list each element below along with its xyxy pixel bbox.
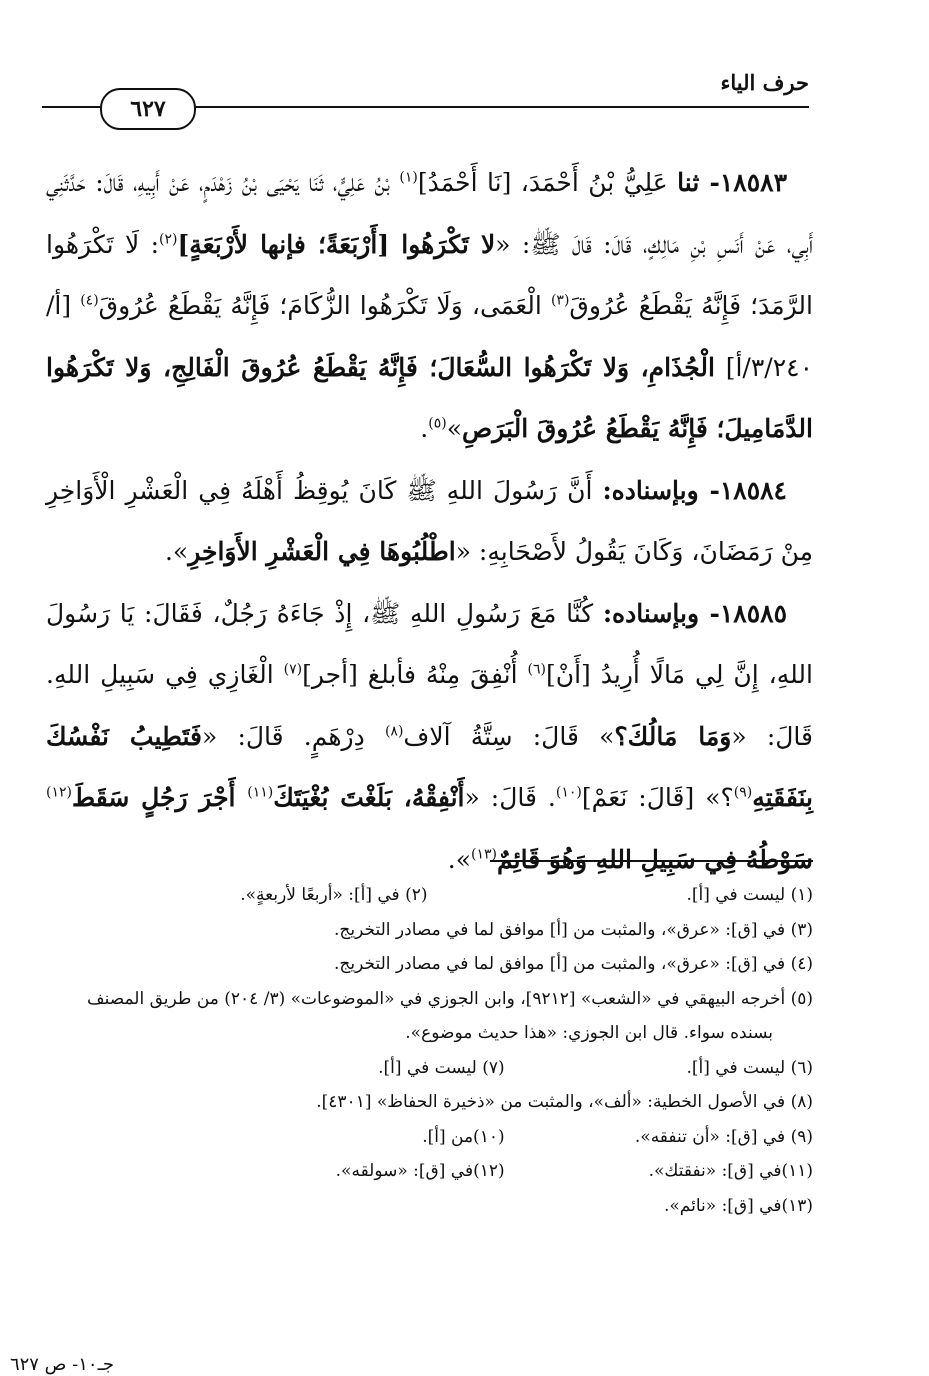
main-text [46,152,813,890]
footnote-ref: (١٣) [471,846,497,863]
hadith-18585: ١٨٥٨٥- وبإسناده: كُنَّا مَعَ رَسُولِ اللهِ ﷺ، إِذْ جَاءَهُ رَجُلٌ، فَقَالَ: يَا رَسُولَ اللهِ، إِنَّ لِي مَالًا أُرِيدُ [أَنْ]$^{(٦)}$ أُنْفِقَ مِنْهُ فأبلغ [أجر]$^{(٧)}$ الْغَازِي فِي سَبِيلِ اللهِ. قَالَ: «وَمَا مَالُكَ؟» قَالَ: سِتَّةُ آلاف$^{(٨)}$ دِرْهَمٍ. قَالَ: «فَتَطِيبُ نَفْسُكَ بِنَفَقَتِهِ$^{(٩)}$؟» [قَالَ: نَعَمْ]$^{(١٠)}$. قَالَ: «أَنْفِقْهُ، بَلَغْتَ بُغْيَتَكَ$^{(١١)}$ أَجْرَ رَجُلٍ سَقَطَ$^{(١٢)}$ سَوْطُهُ فِي سَبِيلِ اللهِ وَهُوَ قَائِمٌ$^{(١٣)}$». [46,598,813,874]
hadith-number: ١٨٥٨٣ [719,168,787,197]
footnote-2: (٢) في [أ]: «أربعًا لأربعةٍ». [240,885,428,905]
hadith-number: ١٨٥٨٤ [719,475,787,505]
footnote-1: (١) ليست في [أ]. [686,885,813,905]
footnote-ref: (١٢) [46,784,72,801]
footnote-12: (١٢)في [ق]: «سولقه». [335,1161,505,1181]
footnote-11: (١١)في [ق]: «نفقتك». [648,1161,813,1181]
footnote-10: (١٠)من [أ]. [422,1126,505,1147]
footnote-ref: (١٠) [555,784,582,801]
chain-word: وبإسناده: [602,598,700,628]
volume-page-note: جـ١٠- ص ٦٢٧ [9,1354,114,1375]
footnote-5: (٥) أخرجه البيهقي في «الشعب» [٩٢١٢]، وابن الجوزي في «الموضوعات» (٣/ ٢٠٤) من طريق المصنف بسنده سواء. قال ابن الجوزي: «هذا حديث موضوع». [87,988,813,1043]
footnote-6: (٦) ليست في [أ]. [686,1057,813,1078]
footnote-ref: (٢) [159,231,178,248]
footnotes [42,878,813,1223]
footnote-9: (٩) في [ق]: «أن تنفقه». [634,1126,813,1147]
footnote-ref: (٧) [283,661,303,678]
footnote-ref: (١) [399,169,418,186]
chain-word: ثنا [677,168,700,197]
page-number-badge: ٦٢٧ [100,88,196,130]
footnote-13: (١٣)في [ق]: «نائم». [664,1195,813,1216]
footnote-ref: (٦) [527,661,546,678]
footnote-ref: (٩) [733,784,753,801]
hadith-18583: ١٨٥٨٣- ثنا عَلِيُّ بْنُ أَحْمَدَ، [نَا أَحْمَدُ]$^{(١)}$ بْنُ عَلِيٍّ، ثَنَا يَحْيَى بْنُ زَهْدَمٍ، عَنْ أَبِيهِ، قَالَ: حَدَّثَنِي أَبِي، عَنْ أَنَسِ بْنِ مَالِكٍ، قَالَ: قَالَ ﷺ: «لا تَكْرَهُوا [أَرْبَعَةً؛ فإنها لأَرْبَعَةٍ]$^{(٢)}$: لَا تَكْرَهُوا الرَّمَدَ؛ فَإِنَّهُ يَقْطَعُ عُرُوقَ$^{(٣)}$ الْعَمَى، وَلَا تَكْرَهُوا الزُّكَامَ؛ فَإِنَّهُ يَقْطَعُ عُرُوقَ$^{(٤)}$ [أ/٣/٢٤٠/أ] الْجُذَامِ، وَلا تَكْرَهُوا السُّعَالَ؛ فَإِنَّهُ يَقْطَعُ عُرُوقَ الْفَالِجِ، وَلا تَكْرَهُوا الدَّمَامِيلَ؛ فَإِنَّهُ يَقْطَعُ عُرُوقَ الْبَرَصِ»$^{(٥)}$. [46,168,813,443]
chain-word: وبإسناده: [602,475,699,505]
footnote-ref: (٣) [550,292,570,309]
footnote-8: (٨) في الأصول الخطية: «ألف»، والمثبت من «ذخيرة الحفاظ» [٤٣٠١]. [316,1092,813,1112]
footnote-ref: (١١) [247,784,274,801]
hadith-18584: ١٨٥٨٤- وبإسناده: أَنَّ رَسُولَ اللهِ ﷺ كَانَ يُوقِظُ أَهْلَهُ فِي الْعَشْرِ الْأَوَاخِرِ مِنْ رَمَضَانَ، وَكَانَ يَقُولُ لأَصْحَابِهِ: «اطْلُبُوهَا فِي الْعَشْرِ الأَوَاخِرِ». [46,475,813,566]
footnote-7: (٧) ليست في [أ]. [378,1057,505,1078]
footnote-3: (٣) في [ق]: «عرق»، والمثبت من [أ] موافق لما في مصادر التخريج. [334,919,813,940]
hadith-number: ١٨٥٨٥ [719,598,787,628]
footnote-ref: (٨) [384,723,404,740]
footnote-ref: (٥) [428,415,447,432]
footnote-separator [490,860,813,862]
footnote-4: (٤) في [ق]: «عرق»، والمثبت من [أ] موافق لما في مصادر التخريج. [334,954,813,974]
footnote-ref: (٤) [80,292,99,309]
running-head: حرف الياء [720,70,809,95]
